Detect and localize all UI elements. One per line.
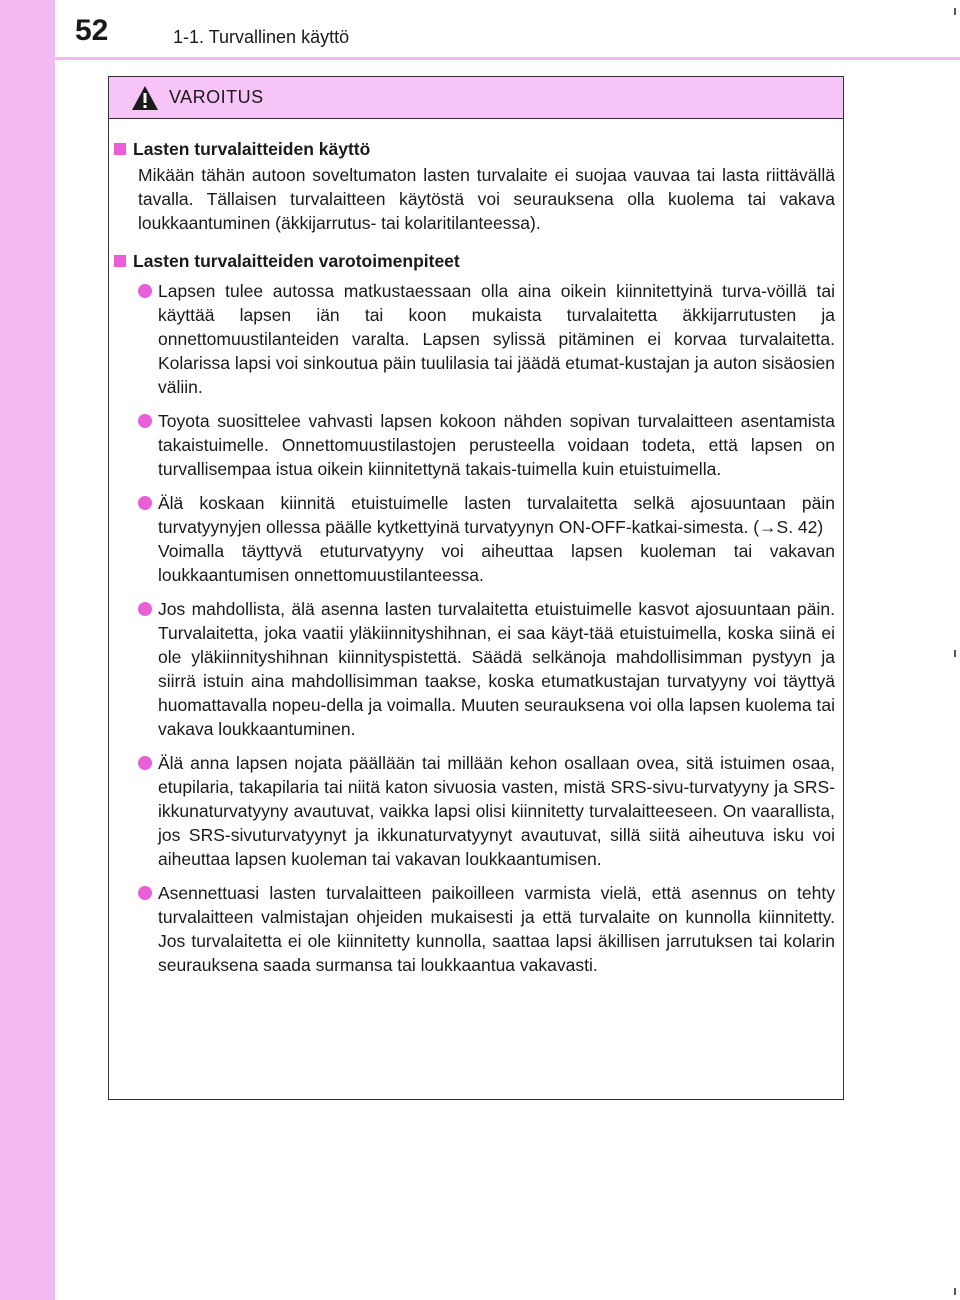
warning-body	[109, 119, 843, 977]
section-child-restraint-precautions	[114, 249, 835, 977]
list-item-text: Älä anna lapsen nojata päällään tai millään kehon osallaan ovea, sitä istuimen osaa, etupilaria, takapilaria tai niitä katon sivuosia vasten, mistä SRS-sivu-turvatyyny ja SRS-ikkunaturvatyyny avautuvat, vaikka lapsi olisi kiinnitetty turvalaitteeseen. On vaarallista, jos SRS-sivuturvatyynyt ja ikkunaturvatyynyt avautuvat, sillä siitä aiheutuva isku voi aiheuttaa lapsen kuoleman tai vakavan loukkaantumisen.	[158, 753, 835, 869]
crop-mark	[954, 1288, 956, 1295]
warning-box	[108, 76, 844, 1100]
page-number: 52	[75, 14, 109, 47]
crop-mark	[954, 650, 956, 657]
section-title: 1-1. Turvallinen käyttö	[173, 27, 350, 47]
square-bullet-icon	[114, 255, 126, 267]
list-item	[114, 279, 835, 399]
list-item	[114, 491, 835, 587]
warning-triangle-icon	[131, 85, 159, 111]
section-heading-text: Lasten turvalaitteiden varotoimenpiteet	[133, 251, 460, 271]
section-heading	[114, 137, 835, 161]
section-heading	[114, 249, 835, 273]
list-item-text: Asennettuasi lasten turvalaitteen paikoilleen varmista vielä, että asennus on tehty turvalaitteen valmistajan ohjeiden mukaisesti ja että turvalaite on kunnolla kiinnitetty. Jos turvalaitetta ei ole kiinnitetty kunnolla, saattaa lapsi äkillisen jarrutuksen tai kolarin seurauksena saada surmansa tai loukkaantua vakavasti.	[158, 883, 835, 975]
list-item-text: Toyota suosittelee vahvasti lapsen kokoon nähden sopivan turvalaitteen asentamista takaistuimelle. Onnettomuustilastojen perusteella voidaan todeta, että lapsen on turvallisempaa istua oikein kiinnitettynä takais-tuimella kuin etuistuimella.	[158, 411, 835, 479]
list-item	[114, 751, 835, 871]
section-child-restraint-use	[114, 137, 835, 235]
square-bullet-icon	[114, 143, 126, 155]
list-item-text-continued: Voimalla täyttyvä etuturvatyyny voi aiheuttaa lapsen kuoleman tai vakavan loukkaantumisen onnettomuustilanteessa.	[158, 541, 835, 585]
round-bullet-icon	[138, 414, 152, 428]
round-bullet-icon	[138, 496, 152, 510]
side-tab-bar	[0, 0, 55, 1300]
list-item	[114, 597, 835, 741]
round-bullet-icon	[138, 602, 152, 616]
warning-header	[109, 77, 843, 119]
section-heading-text: Lasten turvalaitteiden käyttö	[133, 139, 371, 159]
list-item-text: Lapsen tulee autossa matkustaessaan olla aina oikein kiinnitettyinä turva-vöillä tai käyttää lapsen iän tai koon mukaista turvalaitetta äkkijarrutusten ja onnettomuustilanteiden varalta. Lapsen sylissä pitäminen ei korvaa turvalaitetta. Kolarissa lapsi voi sinkoutua päin tuulilasia tai jäädä etumat-kustajan ja auton sisäosien väliin.	[158, 281, 835, 397]
section-paragraph: Mikään tähän autoon soveltumaton lasten turvalaite ei suojaa vauvaa tai lasta riittävällä tavalla. Tällaisen turvalaitteen käytöstä voi seurauksena olla kuolema tai vakava loukkaantuminen (äkkijarrutus- tai kolaritilanteessa).	[138, 165, 835, 233]
list-item	[114, 409, 835, 481]
page-header	[55, 0, 960, 58]
header-divider	[55, 57, 960, 60]
round-bullet-icon	[138, 284, 152, 298]
round-bullet-icon	[138, 756, 152, 770]
crop-mark	[954, 8, 956, 15]
list-item-text: Älä koskaan kiinnitä etuistuimelle lasten turvalaitetta selkä ajosuuntaan päin turvatyynyjen ollessa päälle kytkettyinä turvatyynyn ON-OFF-katkai-simesta. (→S. 42)	[158, 493, 835, 537]
warning-label: VAROITUS	[169, 87, 264, 107]
list-item-text: Jos mahdollista, älä asenna lasten turvalaitetta etuistuimelle kasvot ajosuuntaan päin. Turvalaitetta, joka vaatii yläkiinnityshihnan, ei saa käyt-tää etuistuimella, koska siinä ei ole yläkiinnityshihnan kiinnityspistettä. Säädä selkänoja mahdollisimman pystyyn ja siirrä istuin aina mahdollisimman taakse, koska etumatkustajan turvatyyny voi täyttyä huomattavalla nopeu-della ja voimalla. Muuten seurauksena voi olla lapsen kuolema tai vakava loukkaantuminen.	[158, 599, 835, 739]
list-item	[114, 881, 835, 977]
round-bullet-icon	[138, 886, 152, 900]
